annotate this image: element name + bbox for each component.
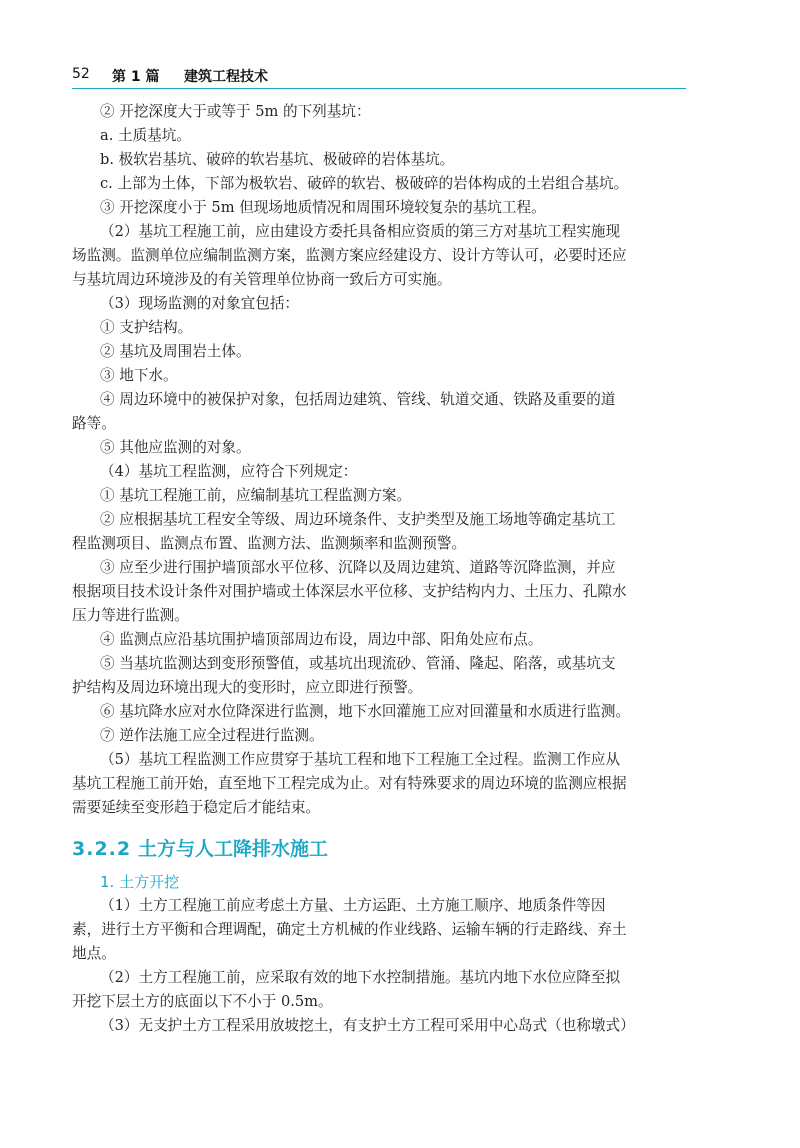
body-line: （3）无支护土方工程采用放坡挖土，有支护土方工程可采用中心岛式（也称墩式）	[100, 1017, 635, 1034]
body-line: 素，进行土方平衡和合理调配，确定土方机械的作业线路、运输车辆的行走路线、弃土	[72, 921, 627, 938]
body-line: b. 极软岩基坑、破碎的软岩基坑、极破碎的岩体基坑。	[100, 151, 455, 168]
body-line: （3）现场监测的对象宜包括：	[100, 295, 300, 312]
body-line: c. 上部为土体，下部为极软岩、破碎的软岩、极破碎的岩体构成的土岩组合基坑。	[100, 175, 629, 192]
body-line: ⑥ 基坑降水应对水位降深进行监测，地下水回灌施工应对回灌量和水质进行监测。	[100, 703, 631, 720]
body-line: 开挖下层土方的底面以下不小于 0.5m。	[72, 993, 333, 1010]
body-line: ⑤ 其他应监测的对象。	[100, 439, 251, 456]
body-line: ① 支护结构。	[100, 319, 193, 336]
page-number: 52	[72, 66, 90, 82]
body-line: ② 基坑及周围岩土体。	[100, 343, 251, 360]
body-line: 压力等进行监测。	[72, 607, 189, 624]
body-line: 路等。	[72, 415, 116, 432]
body-line: 场监测。监测单位应编制监测方案，监测方案应经建设方、设计方等认可，必要时还应	[72, 247, 627, 264]
part-title: 建筑工程技术	[184, 69, 268, 85]
body-line: ④ 监测点应沿基坑围护墙顶部周边布设，周边中部、阳角处应布点。	[100, 631, 543, 648]
part-label: 第 1 篇	[112, 69, 160, 85]
body-line: ② 开挖深度大于或等于 5m 的下列基坑：	[100, 103, 371, 120]
body-line: ⑤ 当基坑监测达到变形预警值，或基坑出现流砂、管涌、隆起、陷落，或基坑支	[100, 655, 616, 672]
body-line: a. 土质基坑。	[100, 127, 191, 144]
body-line: （2）基坑工程施工前，应由建设方委托具备相应资质的第三方对基坑工程实施现	[100, 223, 621, 240]
body-line: 需要延续至变形趋于稳定后才能结束。	[72, 799, 321, 816]
body-line: 地点。	[72, 945, 116, 962]
subsection-heading: 1. 土方开挖	[100, 873, 180, 891]
section-number: 3.2.2	[72, 838, 132, 860]
body-line: ④ 周边环境中的被保护对象，包括周边建筑、管线、轨道交通、铁路及重要的道	[100, 391, 616, 408]
body-line: 根据项目技术设计条件对围护墙或土体深层水平位移、支护结构内力、土压力、孔隙水	[72, 583, 627, 600]
body-line: （4）基坑工程监测，应符合下列规定：	[100, 463, 358, 480]
body-line: （2）土方工程施工前，应采取有效的地下水控制措施。基坑内地下水位应降至拟	[100, 969, 621, 986]
body-line: ② 应根据基坑工程安全等级、周边环境条件、支护类型及施工场地等确定基坑工	[100, 511, 616, 528]
body-line: （5）基坑工程监测工作应贯穿于基坑工程和地下工程施工全过程。监测工作应从	[100, 751, 621, 768]
section-title: 土方与人工降排水施工	[138, 838, 329, 860]
body-line: 与基坑周边环境涉及的有关管理单位协商一致后方可实施。	[72, 271, 452, 288]
body-line: （1）土方工程施工前应考虑土方量、土方运距、土方施工顺序、地质条件等因	[100, 897, 606, 914]
body-line: 程监测项目、监测点布置、监测方法、监测频率和监测预警。	[72, 535, 467, 552]
body-line: 护结构及周边环境出现大的变形时，应立即进行预警。	[72, 679, 423, 696]
body-line: ③ 开挖深度小于 5m 但现场地质情况和周围环境较复杂的基坑工程。	[100, 199, 546, 216]
body-line: ① 基坑工程施工前，应编制基坑工程监测方案。	[100, 487, 412, 504]
page-body	[72, 100, 692, 1038]
page-header	[72, 60, 686, 89]
body-line: ③ 地下水。	[100, 367, 178, 384]
body-line: ⑦ 逆作法施工应全过程进行监测。	[100, 727, 324, 744]
section-heading	[72, 832, 692, 866]
body-line: ③ 应至少进行围护墙顶部水平位移、沉降以及周边建筑、道路等沉降监测，并应	[100, 559, 616, 576]
body-line: 基坑工程施工前开始，直至地下工程完成为止。对有特殊要求的周边环境的监测应根据	[72, 775, 627, 792]
